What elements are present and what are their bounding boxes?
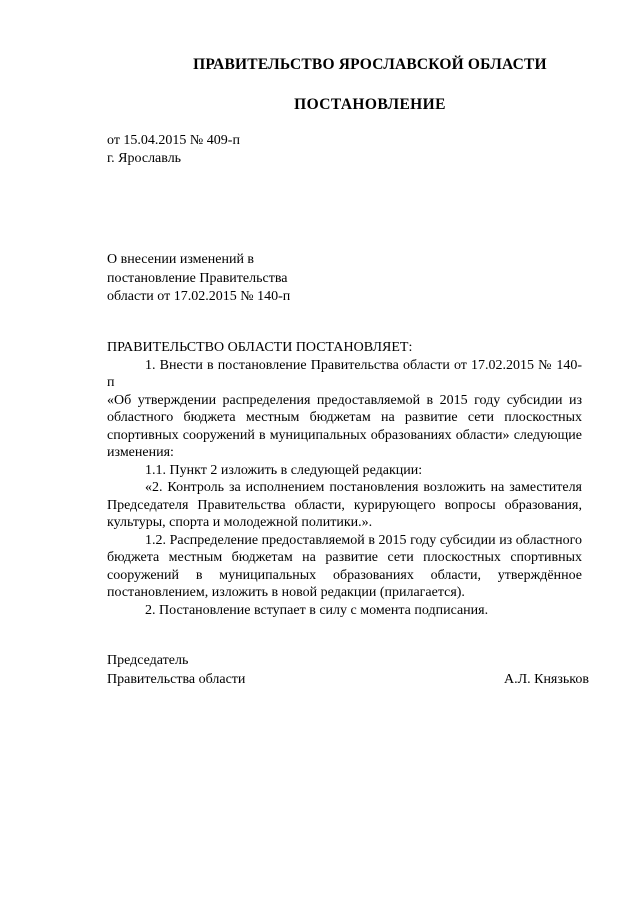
document-meta <box>107 132 240 168</box>
paragraph-1-1: 1.1. Пункт 2 изложить в следующей редакции: <box>145 462 423 478</box>
signature-row <box>107 671 589 690</box>
city: г. Ярославль <box>107 151 182 166</box>
signatory-name: А.Л. Князьков <box>504 671 589 687</box>
paragraph-1-intro: 1. Внести в постановление Правительства области от 17.02.2015 № 140-п <box>107 357 582 390</box>
paragraph-1-2: 1.2. Распределение предоставляемой в 2015 году субсидии из областного бюджета местным бюджетам на развитие сети плоскостных спортивных сооружений в муниципальных образованиях области, утверждённое постановлением, изложить в новой редакции (прилагается). <box>107 532 582 600</box>
signatory-title-line-2: Правительства области <box>107 671 246 687</box>
subject-line-1: О внесении изменений в <box>107 252 255 267</box>
government-title: ПРАВИТЕЛЬСТВО ЯРОСЛАВСКОЙ ОБЛАСТИ <box>193 56 547 73</box>
document-type-title: ПОСТАНОВЛЕНИЕ <box>294 96 446 113</box>
subject-line-3: области от 17.02.2015 № 140-п <box>107 289 291 304</box>
document-body <box>107 339 582 619</box>
subject-line-2: постановление Правительства <box>107 270 288 286</box>
signature-block <box>107 652 589 689</box>
signatory-title-line-1: Председатель <box>107 653 189 668</box>
paragraph-2: 2. Постановление вступает в силу с момента подписания. <box>145 602 489 618</box>
resolves-heading: ПРАВИТЕЛЬСТВО ОБЛАСТИ ПОСТАНОВЛЯЕТ: <box>107 340 413 355</box>
date-and-number: от 15.04.2015 № 409-п <box>107 133 240 148</box>
paragraph-1-continuation: «Об утверждении распределения предоставляемой в 2015 году субсидии из областного бюджета местным бюджетам на развитие сети плоскостных спортивных сооружений в муниципальных образованиях области» следующие изменения: <box>107 392 582 460</box>
paragraph-1-1-quote: «2. Контроль за исполнением постановления возложить на заместителя Председателя Правительства области, курирующего вопросы образования, культуры, спорта и молодежной политики.». <box>107 480 582 530</box>
document-subject <box>107 251 290 307</box>
